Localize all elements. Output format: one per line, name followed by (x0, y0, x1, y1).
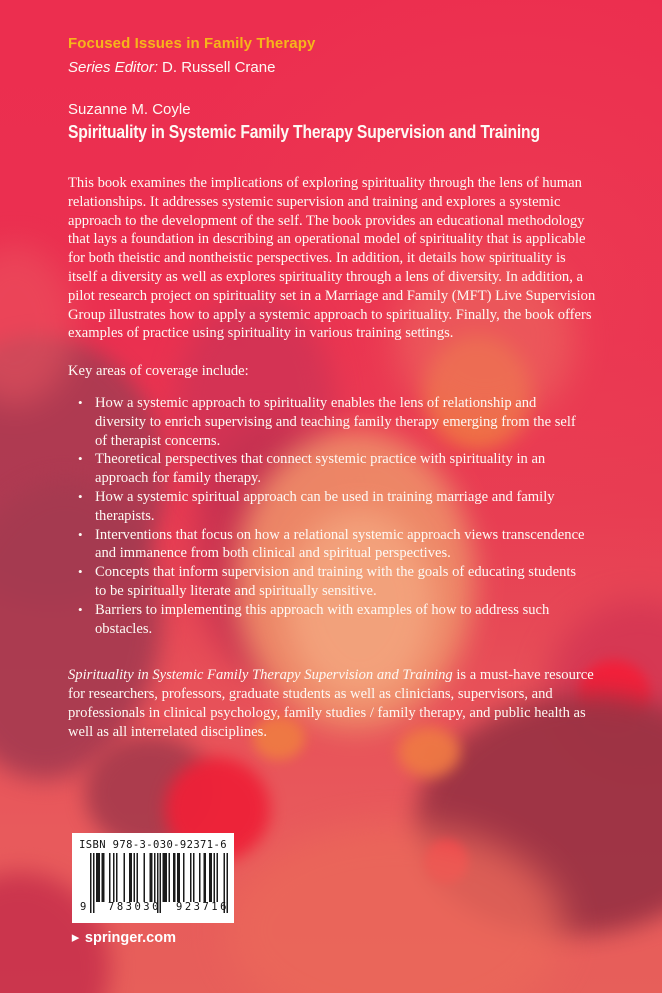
arrow-icon: ▶ (72, 932, 79, 943)
list-item: • Theoretical perspectives that connect systemic practice with spirituality in an approach for family therapy. (78, 450, 590, 488)
barcode-digit-group: 9 (80, 901, 89, 913)
list-item: • Barriers to implementing this approach with examples of how to address such obstacles. (78, 601, 590, 639)
list-item: • How a systemic spiritual approach can be used in training marriage and family therapists. (78, 488, 590, 526)
closing-book-title: Spirituality in Systemic Family Therapy Supervision and Training (68, 667, 453, 684)
barcode-digit-group: 923716 (176, 901, 229, 913)
ean13-barcode (78, 853, 228, 913)
closing-paragraph (68, 666, 598, 741)
series-editor-line (68, 59, 596, 77)
isbn-number: ISBN 978-3-030-92371-6 (79, 839, 227, 851)
isbn-barcode-block (72, 833, 234, 923)
publisher-footer (72, 929, 176, 948)
closing-text: is a must-have resource for researchers, professors, graduate students as well as clinicians, supervisors, and professionals in clinical psychology, family studies / family therapy, and public health as well as all interrelated disciplines. (68, 667, 594, 740)
series-editor-label: Series Editor: (68, 59, 159, 76)
series-editor-name: D. Russell Crane (162, 59, 276, 76)
author-name: Suzanne M. Coyle (68, 101, 191, 118)
book-title: Spirituality in Systemic Family Therapy Supervision and Training (68, 122, 540, 142)
key-areas-list (68, 394, 590, 638)
list-item: • Interventions that focus on how a relational systemic approach views transcendence and immanence from both clinical and spiritual perspectives. (78, 526, 590, 564)
book-description: This book examines the implications of exploring spirituality through the lens of human relationships. It addresses systemic supervision and training and explores a systemic approach to the development of the self. The book provides an educational methodology that lays a foundation in describing an operational model of spirituality that is applicable for both theistic and nontheistic perspectives. In addition, it details how spirituality is itself a diversity as well as explores spirituality through a lens of diversity. In addition, a pilot research project on spirituality set in a Marriage and Family (MFT) Live Supervision Group illustrates how to apply a systemic approach to spirituality. Finally, the book offers examples of practice using spirituality in various training settings. (68, 175, 596, 342)
list-item: • How a systemic approach to spirituality enables the lens of relationship and diversity to enrich supervising and teaching family therapy emerging from the self of therapist concerns. (78, 394, 590, 450)
list-item: • Concepts that inform supervision and training with the goals of educating students to be spiritually literate and spiritually sensitive. (78, 563, 590, 601)
publisher-url: springer.com (84, 930, 176, 946)
key-areas-heading: Key areas of coverage include: (68, 363, 249, 380)
series-title: Focused Issues in Family Therapy (68, 35, 316, 52)
barcode-digit-group: 783030 (108, 901, 161, 913)
